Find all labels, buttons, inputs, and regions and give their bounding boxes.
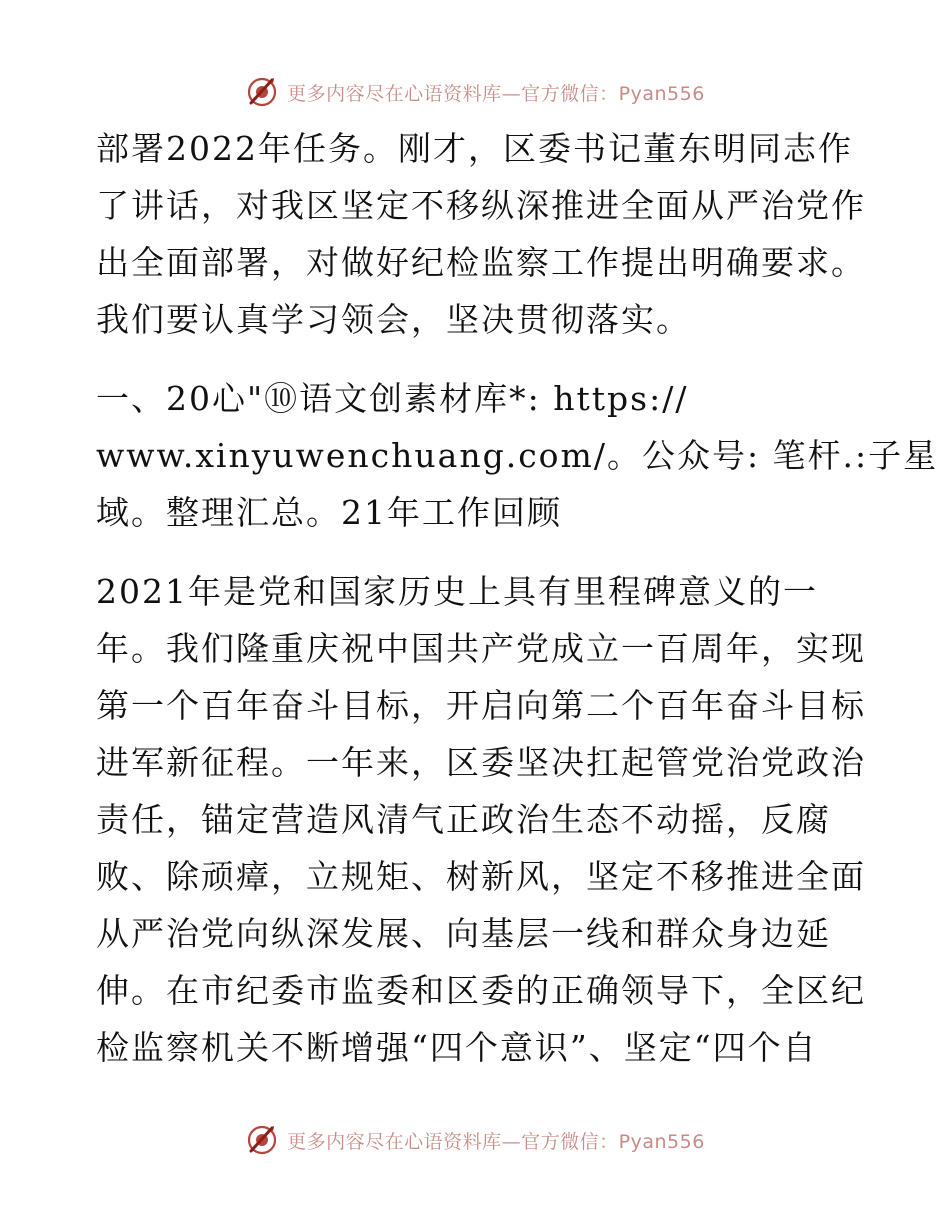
text-line: 败、除顽瘴，立规矩、树新风，坚定不移推进全面 — [96, 857, 866, 896]
watermark-text: 更多内容尽在心语资料库—官方微信：Pyan556 — [287, 82, 705, 105]
text-line: 年。我们隆重庆祝中国共产党成立一百周年，实现 — [96, 629, 866, 668]
text-line: 一、20心"⑩语文创素材库*: https:// — [96, 379, 689, 418]
text-line: 检监察机关不断增强“四个意识”、坚定“四个自 — [96, 1028, 818, 1067]
document-body — [96, 120, 939, 1076]
footer-watermark — [0, 1120, 950, 1160]
text-line: 部署2022年任务。刚才，区委书记董东明同志作 — [96, 129, 853, 168]
watermark-text: 更多内容尽在心语资料库—官方微信：Pyan556 — [287, 1130, 705, 1153]
text-line: 了讲话，对我区坚定不移纵深推进全面从严治党作 — [96, 186, 866, 225]
text-line: 从严治党向纵深发展、向基层一线和群众身边延 — [96, 914, 831, 953]
pen-logo-icon — [245, 1123, 279, 1157]
paragraph-1 — [96, 120, 866, 348]
pen-logo-icon — [245, 75, 279, 109]
text-line: 出全面部署，对做好纪检监察工作提出明确要求。 — [96, 243, 866, 282]
text-line: 进军新征程。一年来，区委坚决扛起管党治党政治 — [96, 743, 866, 782]
text-line: 2021年是党和国家历史上具有里程碑意义的一 — [96, 572, 818, 611]
text-line: www.xinyuwenchuang.com/。公众号: 笔杆.:子星 — [96, 436, 939, 475]
paragraph-2 — [96, 370, 939, 541]
text-line: 我们要认真学习领会，坚决贯彻落实。 — [96, 300, 691, 339]
text-line: 第一个百年奋斗目标，开启向第二个百年奋斗目标 — [96, 686, 866, 725]
text-line: 责任，锚定营造风清气正政治生态不动摇，反腐 — [96, 800, 831, 839]
text-line: 域。整理汇总。21年工作回顾 — [96, 493, 562, 532]
paragraph-3 — [96, 563, 866, 1076]
header-watermark — [0, 72, 950, 112]
text-line: 伸。在市纪委市监委和区委的正确领导下，全区纪 — [96, 971, 866, 1010]
